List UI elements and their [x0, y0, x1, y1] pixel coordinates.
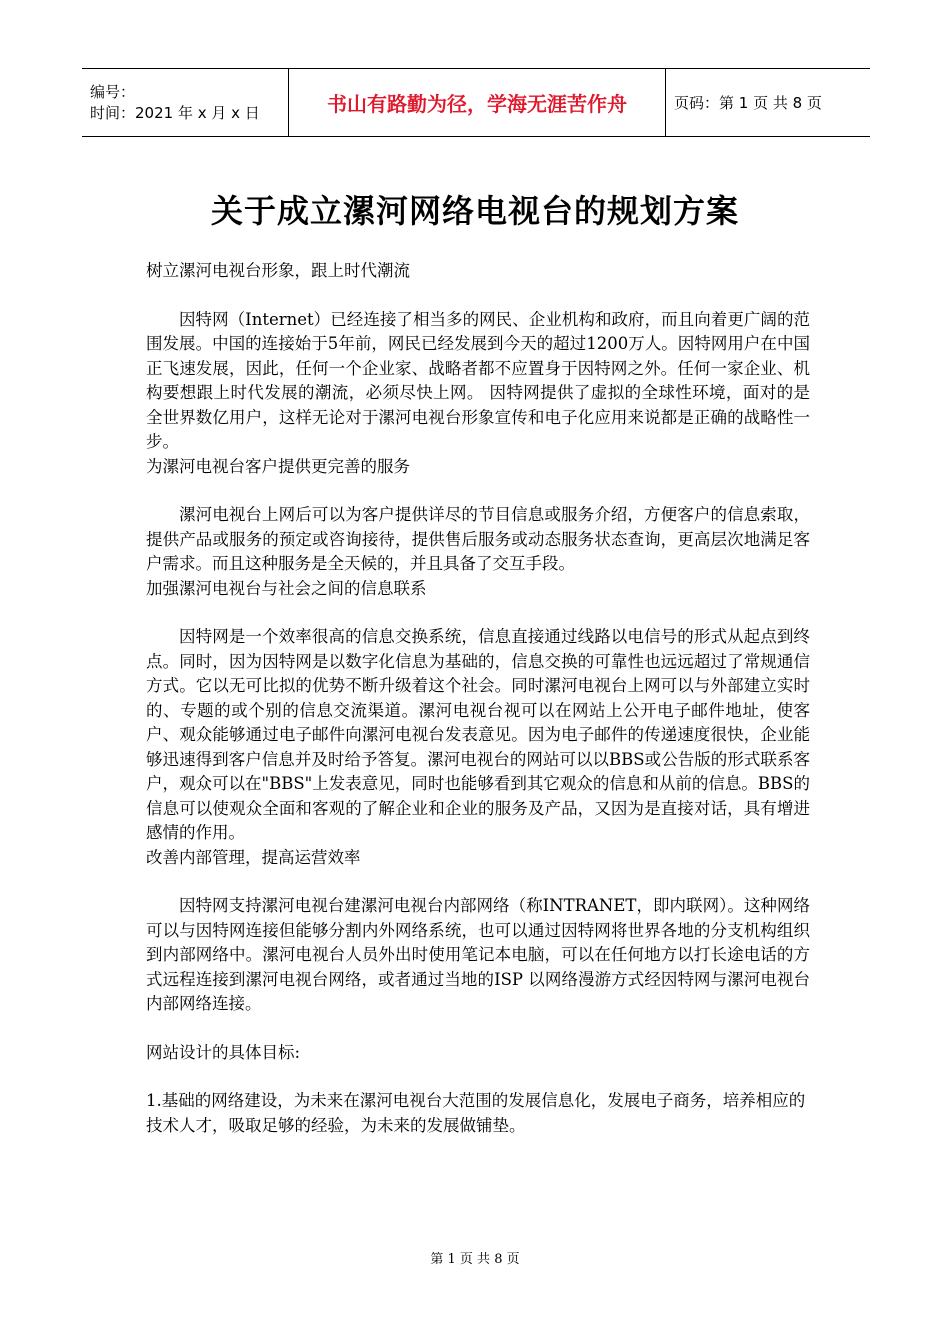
- section-heading: 加强漯河电视台与社会之间的信息联系: [146, 578, 427, 598]
- document-title: 关于成立漯河网络电视台的规划方案: [210, 192, 739, 230]
- section-heading: 改善内部管理，提高运营效率: [146, 847, 361, 867]
- header-table: [82, 68, 870, 137]
- header-left-cell: [82, 69, 288, 136]
- section-heading: 为漯河电视台客户提供更完善的服务: [146, 456, 410, 476]
- paragraph: 因特网支持漯河电视台建漯河电视台内部网络（称INTRANET，即内联网）。这种网络可以与因特网连接但能够分割内外网络系统，也可以通过因特网将世界各地的分支机构组织到内部网络中。漯河电视台人员外出时使用笔记本电脑，可以在任何地方以打长途电话的方式远程连接到漯河电视台网络，或者通过当地的ISP 以网络漫游方式经因特网与漯河电视台内部网络连接。: [146, 896, 810, 1013]
- number-label: 编号：: [90, 82, 136, 101]
- page-footer: 第 1 页 共 8 页: [430, 1252, 520, 1267]
- document-body: [146, 259, 810, 1138]
- paragraph: 漯河电视台上网后可以为客户提供详尽的节目信息或服务介绍，方便客户的信息索取，提供产品或服务的预定或咨询接待，提供售后服务或动态服务状态查询，更高层次地满足客户需求。而且这种服务是全天候的，并且具备了交互手段。: [146, 505, 810, 573]
- time-label: 时间：2021 年 x 月 x 日: [90, 103, 260, 122]
- paragraph: 因特网是一个效率很高的信息交换系统，信息直接通过线路以电信号的形式从起点到终点。同时，因为因特网是以数字化信息为基础的，信息交换的可靠性也远远超过了常规通信方式。它以无可比拟的优势不断升级着这个社会。同时漯河电视台上网可以与外部建立实时的、专题的或个别的信息交流渠道。漯河电视台视可以在网站上公开电子邮件地址，使客户、观众能够通过电子邮件向漯河电视台发表意见。因为电子邮件的传递速度很快，企业能够迅速得到客户信息并及时给予答复。漯河电视台的网站可以以BBS或公告版的形式联系客户，观众可以在"BBS"上发表意见，同时也能够看到其它观众的信息和从前的信息。BBS的信息可以使观众全面和客观的了解企业和企业的服务及产品，又因为是直接对话，具有增进感情的作用。: [146, 627, 810, 842]
- header-middle-cell: [288, 69, 666, 136]
- paragraph: 因特网（Internet）已经连接了相当多的网民、企业机构和政府，而且向着更广阔的范围发展。中国的连接始于5年前，网民已经发展到今天的超过1200万人。因特网用户在中国正飞速发展，因此，任何一个企业家、战略者都不应置身于因特网之外。任何一家企业、机构要想跟上时代发展的潮流，必须尽快上网。 因特网提供了虚拟的全球性环境，面对的是全世界数亿用户，这样无论对于漯河电视台形象宣传和电子化应用来说都是正确的战略性一步。: [146, 309, 810, 451]
- section-heading: 树立漯河电视台形象，跟上时代潮流: [146, 261, 410, 280]
- paragraph: 1.基础的网络建设，为未来在漯河电视台大范围的发展信息化，发展电子商务，培养相应的技术人才，吸取足够的经验，为未来的发展做铺垫。: [146, 1091, 806, 1135]
- header-right-cell: [666, 69, 870, 136]
- page-info: 页码：第 1 页 共 8 页: [674, 94, 822, 112]
- motto: 书山有路勤为径，学海无涯苦作舟: [327, 92, 627, 116]
- section-heading: 网站设计的具体目标:: [146, 1042, 301, 1062]
